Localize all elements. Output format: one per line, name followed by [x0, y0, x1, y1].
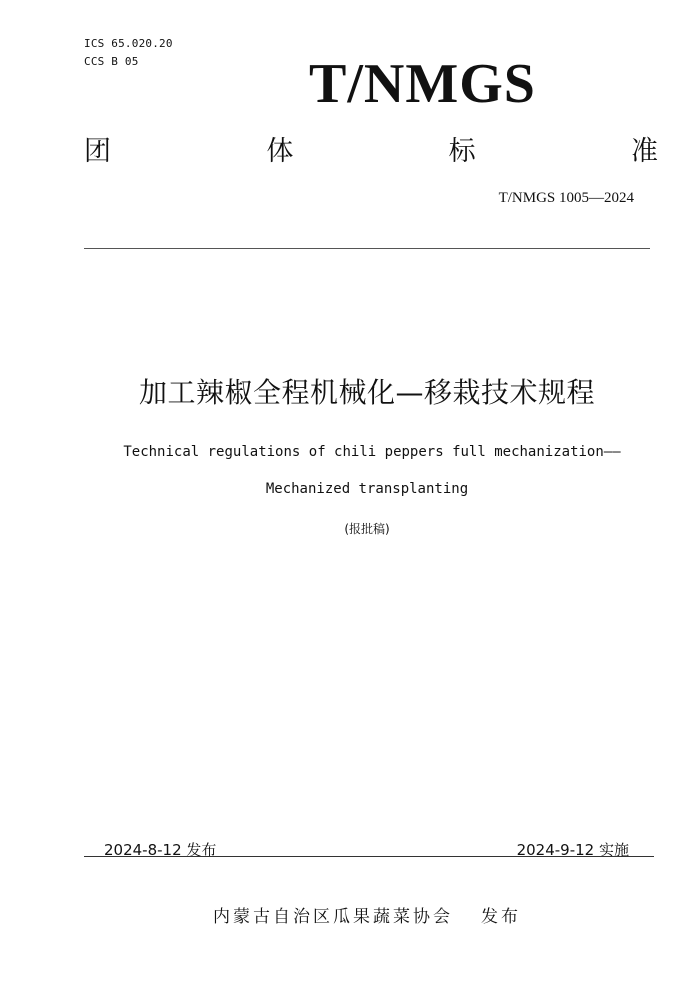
implement-date: 2024-9-12 实施 — [516, 841, 629, 859]
standard-type-char: 标 — [448, 136, 476, 167]
publisher — [0, 902, 700, 927]
title-english-line1: Technical regulations of chili peppers full mechanization—— — [123, 444, 621, 460]
standard-type-char: 体 — [266, 136, 294, 167]
title-english-line2: Mechanized transplanting — [265, 481, 469, 497]
standard-number: T/NMGS 1005—2024 — [498, 190, 634, 206]
standard-type — [84, 137, 658, 167]
publisher-action: 发布 — [481, 907, 521, 927]
standard-type-char: 准 — [630, 136, 658, 167]
footer-divider — [84, 856, 654, 857]
publish-date: 2024-8-12 发布 — [104, 841, 217, 859]
publisher-org: 内蒙古自治区瓜果蔬菜协会 — [213, 907, 453, 927]
standard-type-char: 团 — [84, 136, 111, 167]
ics-code: ICS 65.020.20 — [84, 37, 173, 50]
draft-status: (报批稿) — [344, 522, 390, 536]
ccs-code: CCS B 05 — [84, 55, 139, 68]
header-divider — [84, 248, 650, 249]
standard-logo: T/NMGS — [309, 53, 536, 115]
title-chinese: 加工辣椒全程机械化—移栽技术规程 — [138, 376, 595, 409]
